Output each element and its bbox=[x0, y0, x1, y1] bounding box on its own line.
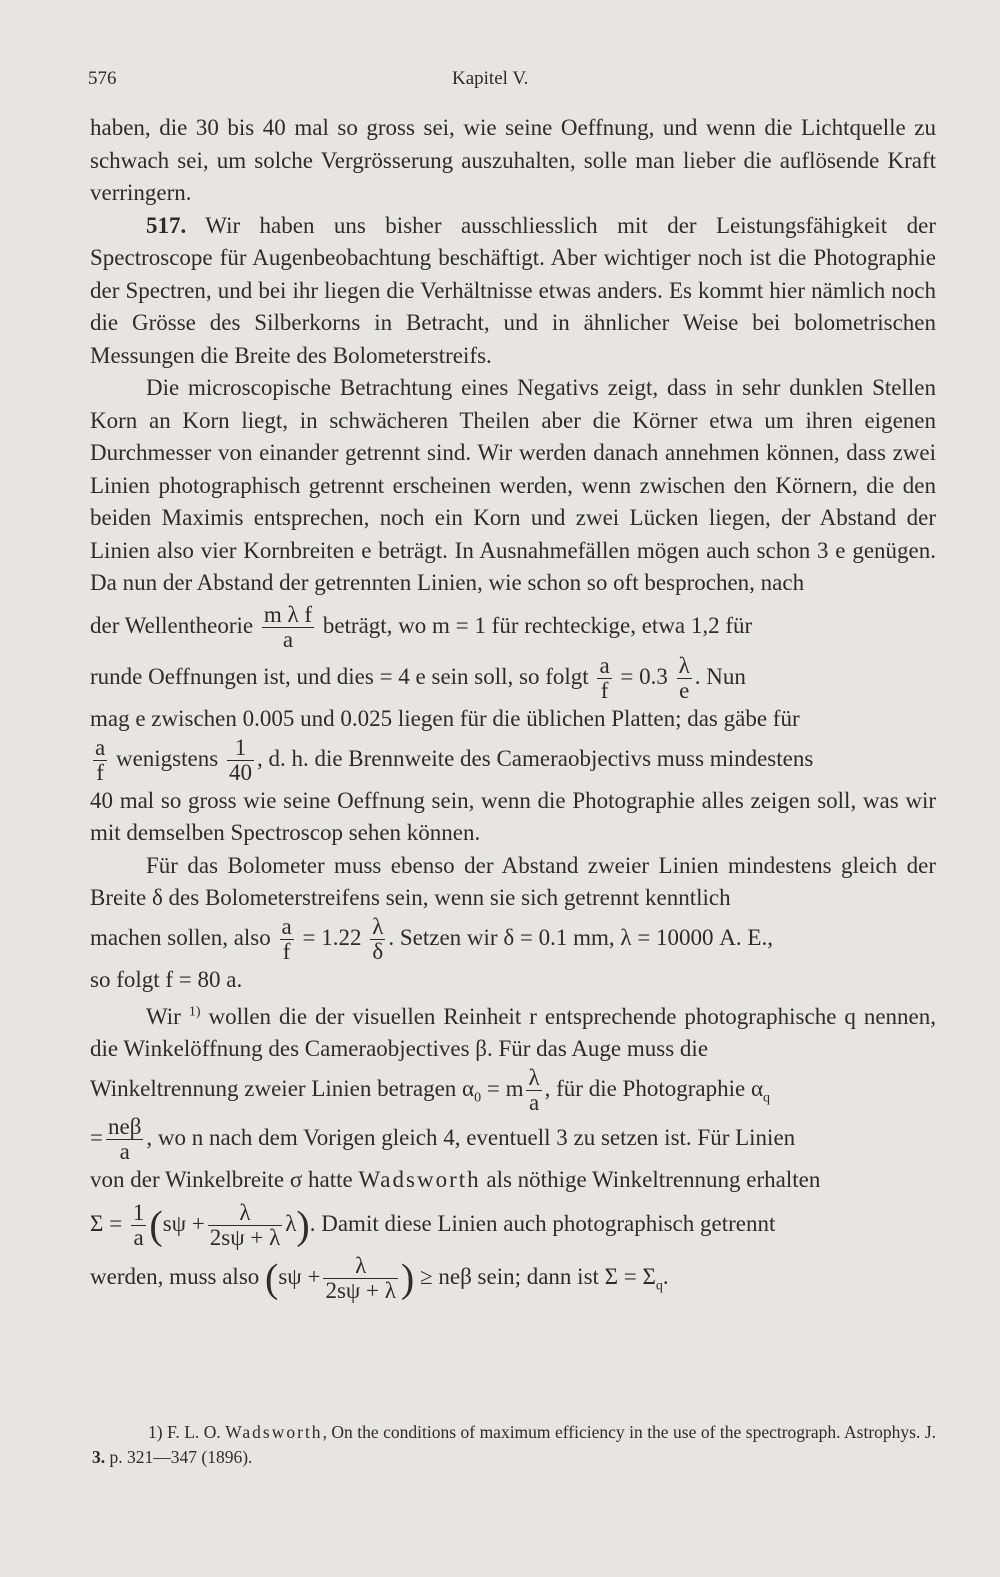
formula-line-photography: = $\frac{\text{neβ}}{a}$ , wo n nach dem Vorigen gleich 4, eventuell 3 zu setzen ist. Für Linien bbox=[90, 1113, 796, 1165]
formula-line-round-openings: runde Oeffnungen ist, und dies = 4 e sein soll, so folgt $\frac{a}{f}$ = 0.3 $\frac{\lambda}{e}$ . Nun bbox=[90, 652, 746, 703]
text-line-wadsworth: von der Winkelbreite σ hatte Wadsworth als nöthige Winkeltrennung erhalten bbox=[90, 1167, 821, 1193]
paragraph-517 bbox=[90, 210, 936, 373]
fraction-lambda-2spsi: $\frac{\lambda}{2s\psi + \lambda}$ bbox=[209, 1199, 281, 1250]
formula-line-bolometer: machen sollen, also $\frac{a}{f}$ = 1.22 $\frac{\lambda}{\delta}$ . Setzen wir δ = 0.1 mm, λ = 10000 A. E., bbox=[90, 913, 773, 964]
paragraph-517-text: Wir haben uns bisher ausschliesslich mit der Leistungsfähigkeit der Spectroscope für Augenbeobachtung beschäftigt. Aber wichtiger noch ist die Photographie der Spectren, und bei ihr liegen die Verhältnisse etwas anders. Es kommt hier nämlich noch die Grösse des Silberkorns in Betracht, und in ähnlicher Weise bei bolometrischen Messungen die Breite des Bolometerstreifs. bbox=[90, 212, 936, 368]
paragraph-1: haben, die 30 bis 40 mal so gross sei, wie seine Oeffnung, und wenn die Lichtquelle zu schwach sei, um solche Vergrösserung auszuhalten, solle man lieber die auflösende Kraft verringern. bbox=[90, 115, 936, 205]
page-header bbox=[88, 68, 548, 98]
fraction-1-a: $\frac{1}{a}$ bbox=[132, 1199, 145, 1250]
text-line-plates: mag e zwischen 0.005 und 0.025 liegen für die üblichen Platten; das gäbe für bbox=[90, 706, 800, 732]
paragraph-bolometer: Für das Bolometer muss ebenso der Abstand zweier Linien mindestens gleich der Breite δ des Bolometerstreifens sein, wenn sie sich getrennt kenntlich bbox=[90, 852, 936, 911]
paragraph-3-end: 40 mal so gross wie seine Oeffnung sein, wenn die Photographie alles zeigen soll, was wir mit demselben Spectroscop sehen können. bbox=[90, 787, 936, 846]
fraction-lambda-a: $\frac{\lambda}{a}$ bbox=[528, 1064, 540, 1115]
fraction-lambda-2spsi-2: $\frac{\lambda}{2s\psi + \lambda}$ bbox=[325, 1252, 396, 1304]
section-number: 517. bbox=[146, 212, 187, 238]
fraction-lambda-e: $\frac{\lambda}{e}$ bbox=[678, 652, 690, 703]
formula-line-sigma: Σ = $\frac{1}{a}$ (sψ + $\frac{\lambda}{2s\psi + \lambda}$ λ). Damit diese Linien auch photographisch getrennt bbox=[90, 1199, 776, 1250]
formula-line-wave-theory: der Wellentheorie $\frac{\text{m λ f}}{a}$ beträgt, wo m = 1 für rechteckige, etwa 1,2 für bbox=[90, 601, 753, 652]
footnote: 1) F. L. O. Wadsworth, On the conditions of maximum efficiency in the use of the spectrograph. Astrophys. J. 3. p. 321—347 (1896). bbox=[92, 1422, 937, 1467]
paragraph-wadsworth: Wir $^{1)}$ wollen die der visuellen Reinheit r entsprechende photographische q nennen, die Winkelöffnung des Cameraobjectives β. Für das Auge muss die bbox=[90, 1003, 937, 1062]
footnote-marker: 1) bbox=[148, 1422, 163, 1442]
author-name: Wadsworth bbox=[358, 1167, 481, 1193]
fraction-1-40: $\frac{1}{40}$ bbox=[228, 734, 252, 785]
footnote-ref: 1) bbox=[188, 1003, 201, 1019]
formula-line-angle-separation: Winkeltrennung zweier Linien betragen $\alpha_0 = m$ $\frac{\lambda}{a}$ , für die Photographie $\alpha_q$ bbox=[90, 1064, 770, 1115]
paragraph-bolometer-end: so folgt f = 80 a. bbox=[90, 967, 243, 993]
fraction-a-f-2: $\frac{a}{f}$ bbox=[95, 734, 106, 785]
footnote-volume: 3. bbox=[92, 1447, 106, 1467]
fraction-a-f: $\frac{a}{f}$ bbox=[599, 652, 610, 703]
running-title: Kapitel V. bbox=[452, 68, 529, 89]
paragraph-3: Die microscopische Betrachtung eines Negativs zeigt, dass in sehr dunklen Stellen Korn an Korn liegt, in schwächeren Theilen aber die Körner etwa um ihren eigenen Durchmesser von einander getrennt sind. Wir werden danach annehmen können, dass zwei Linien photographisch getrennt erscheinen werden, wenn zwischen den Körnern, die den beiden Maximis entsprechen, noch ein Korn und zwei Lücken liegen, der Abstand der Linien also vier Kornbreiten e beträgt. In Ausnahmefällen mögen auch schon 3 e genügen. Da nun der Abstand der getrennten Linien, wie schon so oft besprochen, nach bbox=[90, 375, 936, 595]
fraction-nbeta-a: $\frac{\text{neβ}}{a}$ bbox=[107, 1113, 142, 1165]
formula-line-condition: werden, muss also (sψ + $\frac{\lambda}{2s\psi + \lambda}$ ) ≥ neβ sein; dann ist $\Sigma = \Sigma_q$. bbox=[90, 1252, 669, 1304]
fraction-mlf-a: $\frac{\text{m λ f}}{a}$ bbox=[263, 601, 313, 652]
body-text bbox=[90, 112, 936, 1303]
fraction-lambda-delta: $\frac{\lambda}{\delta}$ bbox=[372, 913, 384, 964]
fraction-a-f-3: $\frac{a}{f}$ bbox=[281, 913, 292, 964]
formula-line-focal-length: $\frac{a}{f}$ wenigstens $\frac{1}{40}$ , d. h. die Brennweite des Cameraobjectivs muss mindestens bbox=[95, 734, 814, 785]
footnote-author: Wadsworth bbox=[225, 1422, 323, 1442]
page-number: 576 bbox=[88, 68, 117, 89]
